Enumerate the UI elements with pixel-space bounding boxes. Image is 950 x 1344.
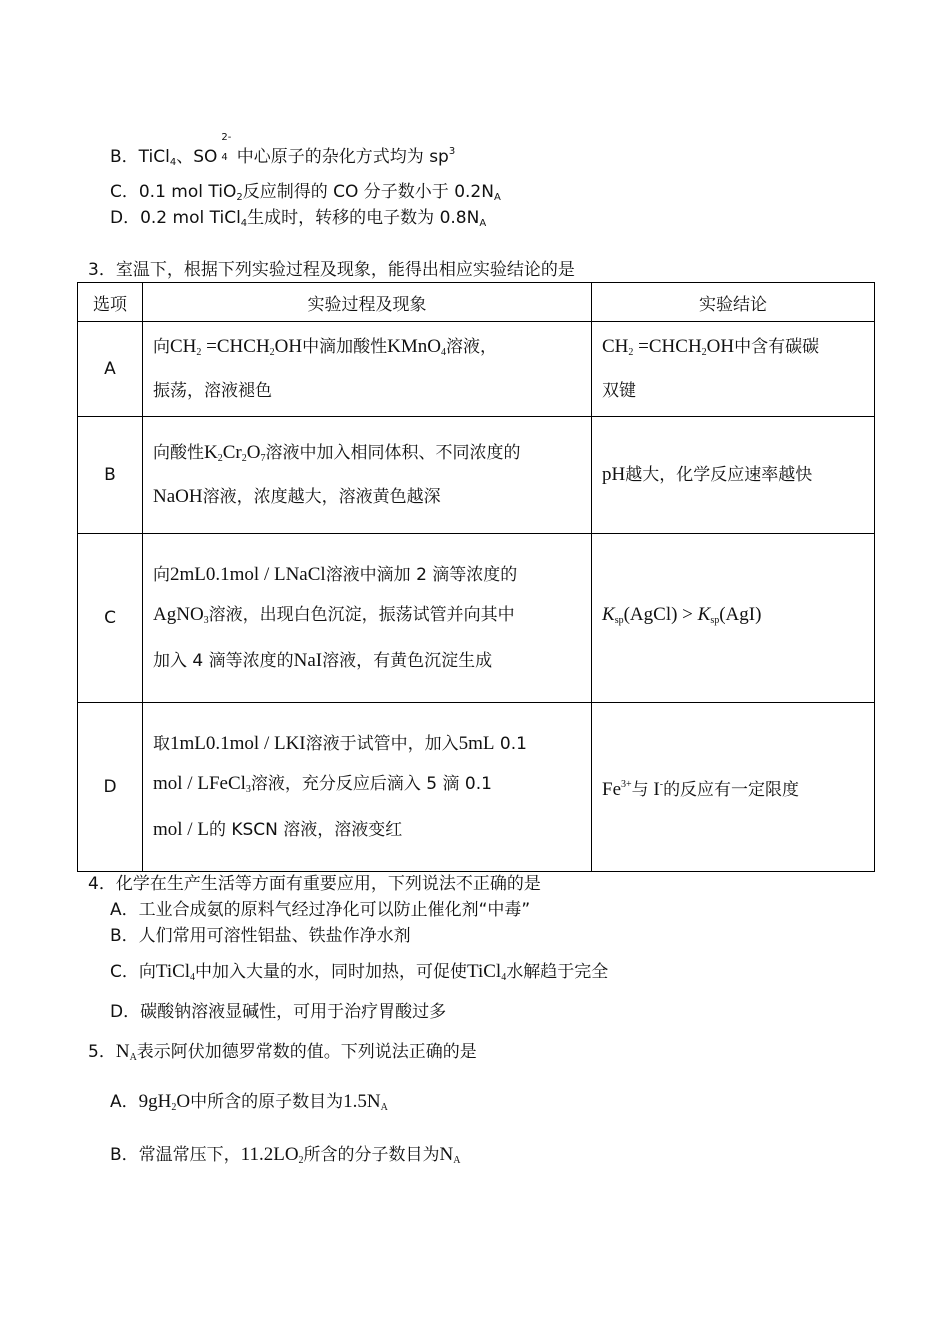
table-header-row [78, 283, 875, 322]
q4-option-b: B．人们常用可溶性铝盐、铁盐作净水剂 [110, 926, 411, 946]
q4-option-c: C．向TiCl$_4$中加入大量的水，同时加热，可促使TiCl$_4$水解趋于完全 [110, 961, 609, 983]
header-process: 实验过程及现象 [143, 283, 592, 322]
q5-option-b: B．常温常压下，$11.2LO_2$所含的分子数目为$N_A$ [110, 1144, 461, 1166]
row-conclusion: $K_{sp}(AgCl) > K_{sp}(AgI)$ [592, 534, 875, 703]
row-option: D [78, 703, 143, 872]
row-option: A [78, 322, 143, 417]
row-conclusion: pH越大，化学反应速率越快 [592, 417, 875, 534]
q2-option-b: B．TiCl$_4$、SO 2- 4 中心原子的杂化方式均为 $sp^3$ [110, 132, 456, 168]
row-option: B [78, 417, 143, 534]
q5-option-a: A．$9gH_2O$中所含的原子数目为$1.5N_A$ [110, 1091, 388, 1113]
table-row [78, 417, 875, 534]
header-conclusion: 实验结论 [592, 283, 875, 322]
q3-stem: 3．室温下，根据下列实验过程及现象，能得出相应实验结论的是 [88, 260, 575, 280]
row-process: 取1mL0.1mol / LKI溶液于试管中，加入5mL 0.1 mol / LFeCl$_3$溶液，充分反应后滴入 5 滴 0.1 mol / L的 KSCN 溶液，溶液变红 [143, 703, 592, 872]
row-conclusion: $Fe^{3+}$与 I-的反应有一定限度 [592, 703, 875, 872]
row-process: 向$CH_2$ $=CHCH_2OH$中滴加酸性KMnO$_4$溶液， 振荡，溶液褪色 [143, 322, 592, 417]
q4-stem: 4．化学在生产生活等方面有重要应用，下列说法不正确的是 [88, 874, 541, 894]
q4-option-a: A．工业合成氨的原料气经过净化可以防止催化剂“中毒” [110, 900, 531, 920]
row-process: 向2mL0.1mol / LNaCl溶液中滴加 2 滴等浓度的 AgNO$_3$溶液，出现白色沉淀，振荡试管并向其中 加入 4 滴等浓度的NaI溶液，有黄色沉淀生成 [143, 534, 592, 703]
row-option: C [78, 534, 143, 703]
table-row [78, 534, 875, 703]
q2-option-d: D．0.2 mol TiCl$_4$生成时，转移的电子数为 $0.8N_A$ [110, 208, 487, 229]
table-row [78, 322, 875, 417]
table-row [78, 703, 875, 872]
row-conclusion: $CH_2$ $=CHCH_2OH$中含有碳碳 双键 [592, 322, 875, 417]
q5-stem: 5．$N_A$表示阿伏加德罗常数的值。下列说法正确的是 [88, 1041, 477, 1063]
experiment-table [77, 282, 875, 872]
q2-option-c: C．0.1 mol TiO$_2$反应制得的 CO 分子数小于 $0.2N_A$ [110, 182, 501, 203]
header-option: 选项 [78, 283, 143, 322]
row-process: 向酸性$K_2Cr_2O_7$溶液中加入相同体积、不同浓度的 NaOH溶液，浓度越大，溶液黄色越深 [143, 417, 592, 534]
q4-option-d: D．碳酸钠溶液显碱性，可用于治疗胃酸过多 [110, 1002, 447, 1022]
